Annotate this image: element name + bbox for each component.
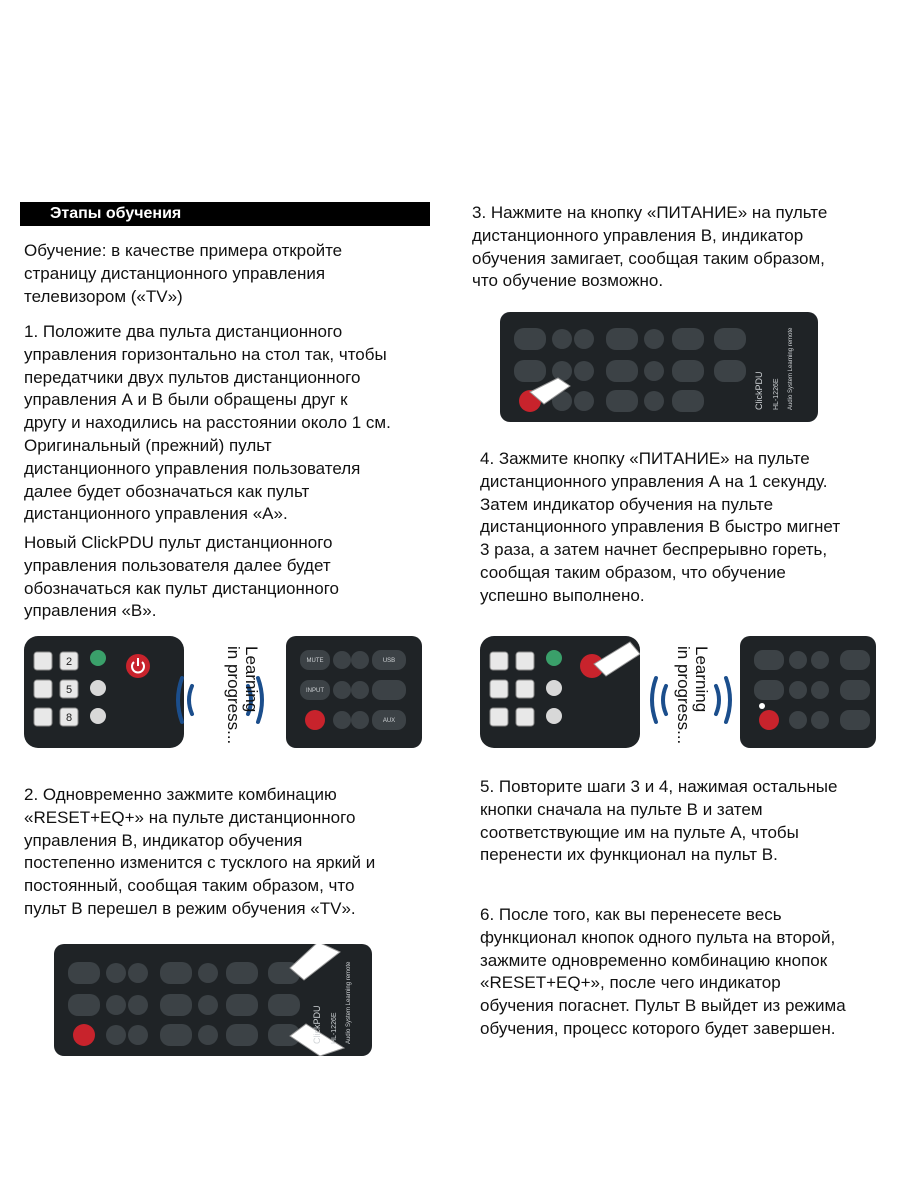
svg-text:USB: USB bbox=[382, 658, 396, 664]
section-title: Этапы обучения bbox=[20, 202, 430, 226]
step-4-text: 4. Зажмите кнопку «ПИТАНИЕ» на пульте дистанционного управления А на 1 секунду. Затем индикатор обучения на пульте дистанционного управления В быстро мигнет 3 раза, а затем начнет беспрерывно гореть, сообщая таким образом, что обучение успешно выполнено. bbox=[480, 449, 841, 605]
remote-b-illustration bbox=[286, 636, 422, 748]
step-1-text: 1. Положите два пульта дистанционного управления горизонтально на стол так, чтобы передатчики двух пультов дистанционного управления А и В были обращены друг к другу и находились на расстоянии около 1 см. Оригинальный (прежний) пульт дистанционного управления пользователя далее будет обозначаться как пульт дистанционного управления «А». bbox=[24, 322, 391, 524]
remote-b-step2-illustration bbox=[54, 944, 372, 1056]
svg-text:INPUT: INPUT bbox=[306, 688, 324, 694]
svg-text:Audio System Learning remote: Audio System Learning remote bbox=[788, 327, 794, 410]
remote-a-illustration bbox=[24, 636, 184, 748]
svg-text:HL-1226E: HL-1226E bbox=[773, 378, 780, 410]
learning-in-progress-label: Learning in progress... bbox=[224, 646, 261, 745]
svg-text:AUX: AUX bbox=[382, 718, 396, 724]
step-3-text: 3. Нажмите на кнопку «ПИТАНИЕ» на пульте дистанционного управления В, индикатор обучения замигает, сообщая таким образом, что обучение возможно. bbox=[472, 203, 828, 291]
remote-b-step4-illustration bbox=[740, 636, 876, 748]
step-6-text: 6. После того, как вы перенесете весь функционал кнопок одного пульта на второй, зажмите одновременно комбинацию кнопок «RESET+EQ+», после чего индикатор обучения погаснет. Пульт В выйдет из режима обучения, процесс которого будет завершен. bbox=[480, 905, 846, 1038]
step-2-text: 2. Одновременно зажмите комбинацию «RESET+EQ+» на пульте дистанционного управления В, индикатор обучения постепенно изменится с тусклого на яркий и постоянный, сообщая таким образом, что пульт В перешел в режим обучения «TV». bbox=[24, 785, 376, 918]
learning-in-progress-label-2: Learning in progress... bbox=[674, 646, 711, 745]
svg-text:ClickPDU: ClickPDU bbox=[312, 1005, 322, 1044]
remote-a-step4-illustration bbox=[480, 636, 640, 748]
svg-text:2: 2 bbox=[65, 656, 73, 668]
svg-text:8: 8 bbox=[65, 712, 73, 724]
remote-b-step3-illustration bbox=[500, 312, 818, 422]
intro-text: Обучение: в качестве примера откройте страницу дистанционного управления телевизором («TV») bbox=[24, 241, 343, 306]
remote-brand-label: ClickPDU bbox=[754, 371, 764, 410]
svg-text:HL-1226E: HL-1226E bbox=[331, 1012, 338, 1044]
svg-text:5: 5 bbox=[65, 684, 73, 696]
svg-text:MUTE: MUTE bbox=[306, 658, 324, 664]
step-5-text: 5. Повторите шаги 3 и 4, нажимая остальные кнопки сначала на пульте В и затем соответствующие им на пульте А, чтобы перенести их функционал на пульт В. bbox=[480, 777, 838, 865]
svg-text:Audio System Learning remote: Audio System Learning remote bbox=[346, 961, 352, 1044]
step-1-note: Новый ClickPDU пульт дистанционного управления пользователя далее будет обозначаться как пульт дистанционного управления «В». bbox=[24, 533, 339, 621]
